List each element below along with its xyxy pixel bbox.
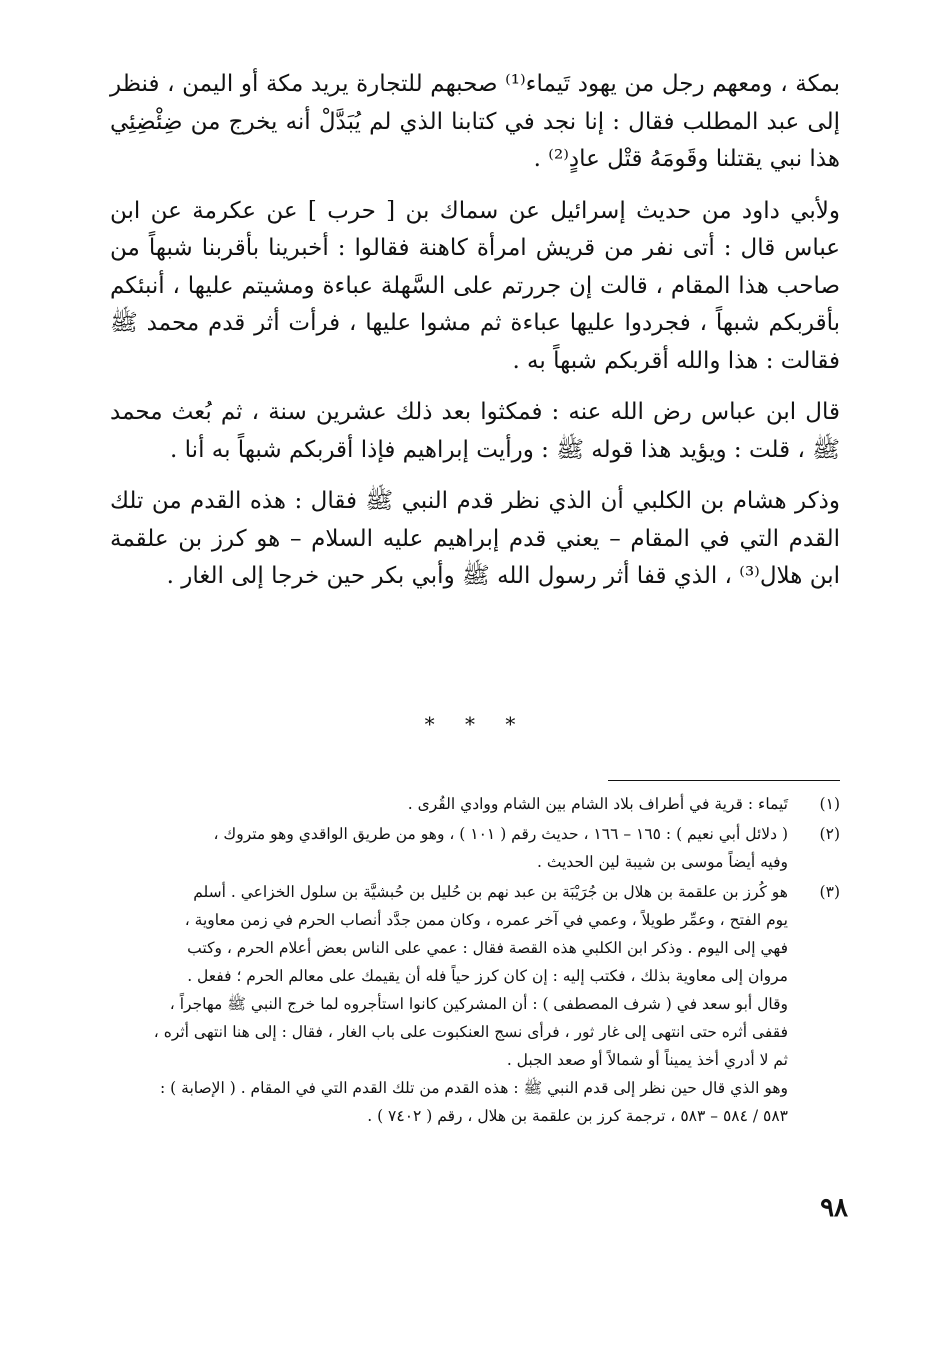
footnote-number: (٣) [819,883,840,901]
footnote-line: فهي إلى اليوم . وذكر ابن الكلبي هذه القصة فقال : عمي على الناس بعض أعلام الحرم ، وكتب [187,939,788,957]
footnotes-section [110,790,840,1132]
footnote-line: ( دلائل أبي نعيم ) : ١٦٥ – ١٦٦ ، حديث رقم ( ١٠١ ) ، وهو من طريق الواقدي وهو متروك ، [213,825,788,843]
footnote-number: (١) [819,795,840,813]
footnote-divider [608,780,840,781]
footnote-line: مروان إلى معاوية بذلك ، فكتب إليه : إن كان كرز حياً فله أن يقيمك على معالم الحرم ؛ ففعل . [187,967,788,985]
footnote-line: هو كُرز بن علقمة بن هلال بن جُرَيْبَة بن عبد نهم بن حُليل بن حُبشيَّة بن سلول الخزاعي . أسلم [193,883,788,901]
main-text-body [110,66,840,610]
footnote-line: وهو الذي قال حين نظر إلى قدم النبي ﷺ : هذه القدم من تلك القدم التي في المقام . ( الإصابة ) : [160,1079,788,1097]
footnote-3 [110,878,840,1130]
paragraph-3: قال ابن عباس رض الله عنه : فمكثوا بعد ذلك عشرين سنة ، ثم بُعث محمد ﷺ ، قلت : ويؤيد هذا قوله ﷺ : ورأيت إبراهيم فإذا أقربكم شبهاً به أنا . [110,399,840,463]
paragraph-4: وذكر هشام بن الكلبي أن الذي نظر قدم النبي ﷺ فقال : هذه القدم من تلك القدم التي في المقام – يعني قدم إبراهيم عليه السلام – هو كرز بن علقمة ابن هلال⁽³⁾ ، الذي قفا أثر رسول الله ﷺ وأبي بكر حين خرجا إلى الغار . [110,488,840,589]
section-separator: * * * [424,712,528,736]
footnote-line: وقال أبو سعد في ( شرف المصطفى ) : أن المشركين كانوا استأجروه لما خرج النبي ﷺ مهاجراً ، [169,995,788,1013]
footnote-line: وفيه أيضاً موسى بن شيبة لين الحديث . [537,853,788,871]
paragraph-2: ولأبي داود من حديث إسرائيل عن سماك بن [ حرب ] عن عكرمة عن ابن عباس قال : أتى نفر من قريش امرأة كاهنة فقالوا : أخبرينا بأقربنا شبهاً من صاحب هذا المقام ، قالت إن جررتم على السَّهلة عباءة ومشيتم عليها ، أنبئكم بأقربكم شبهاً ، فجردوا عليها عباءة ثم مشوا عليها ، فرأت أثر قدم محمد ﷺ فقالت : هذا والله أقربكم شبهاً به . [110,197,840,374]
page-number: ٩٨ [820,1193,848,1223]
footnote-line: ثم لا أدري أخذ يميناً أو شمالاً أو صعد الجبل . [506,1051,788,1069]
footnote-2 [110,820,840,876]
footnote-line: ٥٨٣ / ٥٨٤ – ٥٨٣ ، ترجمة كرز بن علقمة بن هلال ، رقم ( ٧٤٠٢ ) . [367,1107,788,1125]
footnote-1 [110,790,840,818]
footnote-line: فقفى أثره حتى انتهى إلى غار ثور ، فرأى نسج العنكبوت على باب الغار ، فقال : إلى هنا انتهى أثره ، [153,1023,788,1041]
footnote-number: (٢) [819,825,840,843]
footnote-line: يوم الفتح ، وعمِّر طويلاً ، وعمي في آخر عمره ، وكان ممن جدَّد أنصاب الحرم في زمن معاوية ، [184,911,788,929]
footnote-line: تَيماء : قرية في أطراف بلاد الشام بين الشام ووادي القُرى . [407,795,788,813]
paragraph-1: بمكة ، ومعهم رجل من يهود تَيماء⁽¹⁾ صحبهم للتجارة يريد مكة أو اليمن ، فنظر إلى عبد المطلب فقال : إنا نجد في كتابنا الذي لم يُبَدَّلْ أنه يخرج من ضِئْضِئِي هذا نبي يقتلنا وقَومَهُ قتْل عادٍ⁽²⁾ . [110,71,840,172]
